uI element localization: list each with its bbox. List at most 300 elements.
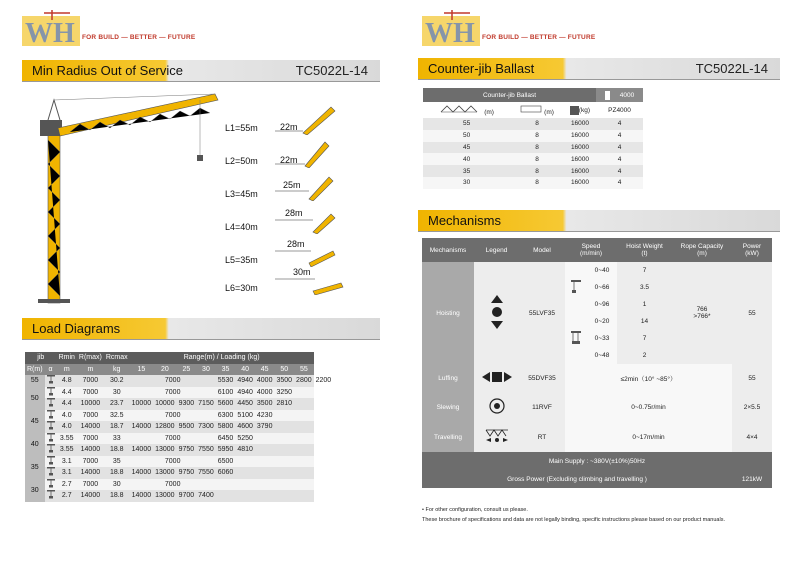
ballast-table-body — [423, 118, 643, 189]
counterjib-length — [510, 102, 564, 118]
hoisting-speed: 0~40 — [587, 262, 617, 279]
luffing-power: 55 — [732, 364, 772, 392]
model-label: TC5022L-14 — [695, 61, 768, 76]
load-cell: 7000 — [130, 433, 216, 445]
load-cell: 5100 — [235, 410, 255, 422]
load-row — [25, 421, 333, 433]
boom-length: 22m — [280, 122, 298, 132]
load-row — [25, 433, 333, 445]
logo-mark-icon — [22, 10, 82, 50]
load-cell — [216, 479, 236, 491]
mech-name-travelling: Travelling — [422, 422, 474, 452]
load-cell: 4940 — [235, 375, 255, 387]
col-header-jib: jib — [37, 354, 45, 362]
ballast-cell: 8 — [535, 120, 539, 128]
rcmax-cell: 32.5 — [104, 410, 130, 422]
load-cell — [294, 467, 314, 479]
boom-label: L1=55m — [225, 123, 258, 133]
load-cell: 3500 — [274, 375, 294, 387]
ballast-cell: 4 — [617, 167, 622, 175]
load-cell — [274, 410, 294, 422]
ballast-cell: 16000 — [570, 179, 590, 187]
ballast-title: Counter-jib Ballast — [423, 88, 596, 102]
slewing-speed: 0~0.75r/min — [565, 392, 732, 422]
ballast-cell: 30 — [462, 179, 471, 187]
hook-icon — [45, 490, 57, 502]
hook-icon — [45, 444, 57, 456]
hoisting-weight: 3.5 — [617, 279, 672, 296]
rmax-cell: 7000 — [77, 433, 104, 445]
mech-col-header: Mechanisms — [429, 246, 467, 254]
load-cell: 6100 — [216, 387, 236, 399]
ballast-cell: 35 — [462, 167, 471, 175]
rope-capacity: 766 >766* — [672, 262, 732, 364]
load-cell — [294, 433, 314, 445]
ballast-cell: 4 — [617, 143, 622, 151]
logo-mark-icon — [422, 10, 482, 50]
load-cell: 7550 — [196, 444, 216, 456]
section-header-load-diagrams — [22, 318, 380, 340]
boom-row — [225, 237, 395, 267]
rcmax-cell: 30 — [104, 387, 130, 399]
range-tick: 15 — [137, 365, 146, 373]
pulley-double-icon — [570, 331, 582, 345]
rcmax-cell: 18.8 — [104, 490, 130, 502]
ballast-cell: 4 — [617, 179, 622, 187]
range-tick: 30 — [202, 365, 210, 373]
ballast-type: PZ4000 — [608, 106, 631, 114]
load-cell: 14000 — [130, 467, 153, 479]
jib-section-icon — [273, 265, 345, 295]
brand-tagline: FOR BUILD — BETTER — FUTURE — [82, 34, 196, 41]
load-row — [25, 410, 333, 422]
main-supply: Main Supply : ~380V(±10%)50Hz — [422, 452, 772, 470]
load-cell: 14000 — [130, 421, 153, 433]
unit-m: m — [63, 365, 70, 373]
section-title: Min Radius Out of Service — [32, 63, 184, 78]
boom-label: L6=30m — [225, 283, 258, 293]
load-table-body — [25, 375, 333, 502]
mech-col-header: Speed (m/min) — [579, 243, 603, 257]
jib-length-cell: 40 — [25, 433, 45, 456]
ballast-row — [423, 153, 643, 165]
rmax-cell: 7000 — [77, 410, 104, 422]
luffing-legend — [474, 364, 519, 392]
slewing-rotate-icon — [488, 397, 506, 415]
rmax-cell: 7000 — [77, 375, 104, 387]
load-cell — [235, 456, 255, 468]
jib-length-cell: 35 — [25, 456, 45, 479]
svg-text:WH: WH — [25, 18, 75, 49]
boom-row — [225, 204, 395, 234]
luffing-model: 55DVF35 — [519, 364, 565, 392]
ballast-cell: 8 — [535, 132, 539, 140]
load-cell: 4230 — [255, 410, 275, 422]
ballast-row — [423, 142, 643, 154]
gross-power-label: Gross Power (Excluding climbing and travelling ) — [422, 470, 732, 488]
load-cell: 3250 — [274, 387, 294, 399]
hoisting-weight: 1 — [617, 296, 672, 313]
mech-col-header: Power (kW) — [742, 243, 762, 257]
jib-truss-icon — [439, 104, 484, 114]
load-cell: 13000 — [153, 444, 176, 456]
ballast-cell: 8 — [535, 155, 539, 163]
load-cell — [294, 456, 314, 468]
load-cell: 5800 — [216, 421, 236, 433]
hoisting-speed: 0~20 — [587, 313, 617, 330]
luffing-speed: ≤2min（10° ~85°） — [565, 364, 732, 392]
load-cell: 4000 — [255, 387, 275, 399]
mech-col-header: Rope Capacity (m) — [680, 243, 724, 257]
load-cell — [294, 387, 314, 399]
brand-tagline: FOR BUILD — BETTER — FUTURE — [482, 34, 596, 41]
rmin-cell: 4.0 — [57, 421, 77, 433]
load-cell: 7000 — [130, 387, 216, 399]
load-cell: 6300 — [216, 410, 236, 422]
load-cell: 2200 — [315, 377, 332, 385]
mech-col-header: Hoist Weight (t) — [626, 243, 663, 257]
pulley-single-icon — [570, 280, 582, 294]
hook-icon — [45, 456, 57, 468]
load-cell: 10000 — [153, 398, 176, 410]
ballast-cell: 50 — [462, 132, 471, 140]
unit-m: (m) — [544, 109, 554, 116]
load-row — [25, 456, 333, 468]
rcmax-cell: 30.2 — [104, 375, 130, 387]
section-title: Load Diagrams — [32, 321, 121, 336]
load-cell — [255, 479, 275, 491]
section-title: Mechanisms — [428, 213, 501, 228]
hook-double-icon — [565, 313, 587, 364]
rmin-cell: 4.8 — [57, 375, 77, 387]
boom-label: L3=45m — [225, 189, 258, 199]
brand-logo — [422, 10, 596, 52]
load-cell: 10000 — [130, 398, 153, 410]
jib-length-cell: 45 — [25, 410, 45, 433]
travelling-legend — [474, 422, 519, 452]
slewing-legend — [474, 392, 519, 422]
rmax-cell: 10000 — [77, 398, 104, 410]
mech-name-luffing: Luffing — [422, 364, 474, 392]
load-cell: 9300 — [177, 398, 197, 410]
hoisting-legend — [474, 262, 519, 364]
unit-alpha: α — [48, 365, 53, 373]
hoisting-weight: 2 — [617, 347, 672, 364]
unit-kg: kg — [113, 365, 121, 373]
ballast-weight-icon — [605, 91, 610, 100]
rmin-cell: 3.55 — [57, 444, 77, 456]
jib-section-icon — [273, 105, 337, 135]
ballast-row — [423, 130, 643, 142]
load-cell: 5250 — [235, 433, 255, 445]
ballast-row — [423, 177, 643, 189]
mech-col-header: Model — [533, 246, 551, 254]
load-cell — [294, 490, 314, 502]
hook-icon — [45, 467, 57, 479]
ballast-weight-value: 4000 — [619, 91, 635, 99]
boom-length: 22m — [280, 155, 298, 165]
slewing-power: 2×5.5 — [732, 392, 772, 422]
load-cell — [255, 433, 275, 445]
load-cell: 9700 — [177, 490, 197, 502]
hook-icon — [45, 375, 57, 387]
rmin-cell: 3.55 — [57, 433, 77, 445]
load-cell: 7000 — [130, 456, 216, 468]
load-cell: 2810 — [274, 398, 294, 410]
load-cell — [294, 421, 314, 433]
rmax-cell: 14000 — [77, 444, 104, 456]
ballast-cell: 16000 — [570, 155, 590, 163]
ballast-cell: 4 — [617, 155, 622, 163]
rcmax-cell: 35 — [104, 456, 130, 468]
brand-logo — [22, 10, 196, 52]
load-row — [25, 375, 333, 387]
rmin-cell: 2.7 — [57, 479, 77, 491]
ballast-cell: 4 — [617, 132, 622, 140]
ballast-cell: 8 — [535, 143, 539, 151]
load-cell — [235, 490, 255, 502]
rcmax-cell: 18.7 — [104, 421, 130, 433]
rmin-cell: 3.1 — [57, 456, 77, 468]
boom-length: 25m — [283, 180, 301, 190]
rmax-cell: 7000 — [77, 387, 104, 399]
load-cell: 7550 — [196, 467, 216, 479]
rmin-cell: 4.4 — [57, 387, 77, 399]
load-cell: 14000 — [130, 444, 153, 456]
model-label: TC5022L-14 — [295, 63, 368, 78]
luffing-arrows-icon — [480, 371, 514, 383]
ballast-mass — [564, 102, 596, 118]
hoisting-speed: 0~33 — [587, 330, 617, 347]
section-title: Counter-jib Ballast — [428, 61, 535, 76]
load-cell: 6500 — [216, 456, 236, 468]
section-header-min-radius — [22, 60, 380, 82]
unit-m: (m) — [484, 109, 494, 116]
load-cell: 7400 — [196, 490, 216, 502]
travelling-power: 4×4 — [732, 422, 772, 452]
hoisting-weight: 7 — [617, 262, 672, 279]
load-cell — [274, 490, 294, 502]
load-cell — [216, 490, 236, 502]
load-cell — [294, 398, 314, 410]
jib-length-cell: 30 — [25, 479, 45, 502]
travelling-speed: 0~17m/min — [565, 422, 732, 452]
footnote: These brochure of specifications and data are not legally binding, specific instructions please based on our product manuals. — [422, 517, 725, 523]
hoisting-speed: 0~66 — [587, 279, 617, 296]
col-header-range: Range(m) / Loading (kg) — [183, 354, 260, 362]
load-cell: 13000 — [153, 490, 176, 502]
rcmax-cell: 23.7 — [104, 398, 130, 410]
crane-illustration — [30, 80, 230, 305]
ballast-weight — [596, 88, 643, 102]
hook-icon — [45, 410, 57, 422]
ballast-cell: 16000 — [570, 143, 590, 151]
boom-row — [225, 265, 395, 295]
load-cell — [274, 421, 294, 433]
load-cell — [294, 479, 314, 491]
boom-label: L5=35m — [225, 255, 258, 265]
load-row — [25, 467, 333, 479]
hook-icon — [45, 433, 57, 445]
load-cell — [274, 467, 294, 479]
hook-single-icon — [565, 262, 587, 313]
hoisting-weight: 14 — [617, 313, 672, 330]
rmin-cell: 3.1 — [57, 467, 77, 479]
load-row — [25, 444, 333, 456]
mech-name-slewing: Slewing — [422, 392, 474, 422]
load-cell — [255, 490, 275, 502]
rmax-cell: 14000 — [77, 490, 104, 502]
mech-col-header: Legend — [485, 246, 508, 254]
mech-name-hoisting: Hoisting — [422, 262, 474, 364]
load-cell — [235, 479, 255, 491]
unit-r: R(m) — [27, 365, 43, 373]
load-cell — [294, 444, 314, 456]
load-cell: 7000 — [130, 410, 216, 422]
ballast-cell: 55 — [462, 120, 471, 128]
range-tick: 35 — [221, 365, 230, 373]
load-cell — [274, 433, 294, 445]
travelling-model: RT — [519, 422, 565, 452]
unit-m: m — [87, 365, 94, 373]
range-tick: 50 — [280, 365, 289, 373]
jib-section-icon — [273, 138, 337, 168]
load-cell: 7000 — [130, 479, 216, 491]
load-cell — [274, 444, 294, 456]
load-cell: 3790 — [255, 421, 275, 433]
col-header-rcmax: Rcmax — [105, 354, 128, 362]
load-cell: 5950 — [216, 444, 236, 456]
ballast-cell: 4 — [617, 120, 622, 128]
rcmax-cell: 18.8 — [104, 444, 130, 456]
load-cell: 5530 — [216, 375, 236, 387]
load-cell: 4450 — [235, 398, 255, 410]
load-row — [25, 387, 333, 399]
load-cell: 9750 — [177, 467, 197, 479]
rmax-cell: 14000 — [77, 467, 104, 479]
rcmax-cell: 18.8 — [104, 467, 130, 479]
load-row — [25, 398, 333, 410]
load-cell: 7000 — [130, 375, 216, 387]
footnotes — [422, 505, 725, 525]
range-tick: 20 — [160, 365, 169, 373]
svg-text:WH: WH — [425, 18, 475, 49]
boom-length: 28m — [285, 208, 303, 218]
rmax-cell: 7000 — [77, 479, 104, 491]
load-row — [25, 490, 333, 502]
boom-length: 28m — [287, 239, 305, 249]
jib-section-icon — [273, 204, 337, 234]
ballast-cell: 16000 — [570, 167, 590, 175]
boom-row — [225, 171, 395, 201]
load-cell: 6450 — [216, 433, 236, 445]
load-diagram-table — [25, 352, 333, 502]
range-tick: 25 — [182, 365, 191, 373]
ballast-cell: 8 — [535, 179, 539, 187]
rmax-cell: 14000 — [77, 421, 104, 433]
range-tick: 55 — [299, 365, 308, 373]
load-cell: 3500 — [255, 398, 275, 410]
load-cell: 6060 — [216, 467, 236, 479]
unit-kg: (kg) — [578, 106, 591, 114]
footnote: • For other configuration, consult us please. — [422, 507, 528, 513]
range-tick: 45 — [260, 365, 269, 373]
load-cell: 7300 — [196, 421, 216, 433]
boom-row — [225, 138, 395, 168]
hoisting-speed: 0~48 — [587, 347, 617, 364]
ballast-cell: 45 — [462, 143, 471, 151]
boom-length-list — [225, 105, 395, 305]
hoisting-weight: 7 — [617, 330, 672, 347]
travelling-rail-icon — [484, 428, 510, 444]
boom-label: L2=50m — [225, 156, 258, 166]
load-cell: 9500 — [177, 421, 197, 433]
load-row — [25, 479, 333, 491]
hoisting-speed: 0~96 — [587, 296, 617, 313]
hook-icon — [45, 387, 57, 399]
hoisting-model: 55LVF35 — [519, 262, 565, 364]
col-header-rmin: Rmin — [58, 354, 75, 362]
jib-length-icon — [423, 102, 510, 118]
load-cell: 4940 — [235, 387, 255, 399]
load-cell: 7150 — [196, 398, 216, 410]
load-cell — [255, 456, 275, 468]
jib-section-icon — [273, 171, 337, 201]
ballast-row — [423, 118, 643, 130]
load-cell — [274, 479, 294, 491]
rcmax-cell: 33 — [104, 433, 130, 445]
section-header-mechanisms — [418, 210, 780, 232]
load-cell — [255, 444, 275, 456]
hook-icon — [45, 421, 57, 433]
boom-label: L4=40m — [225, 222, 258, 232]
ballast-block-icon — [570, 106, 579, 115]
load-cell: 2800 — [294, 375, 314, 387]
rmin-cell: 2.7 — [57, 490, 77, 502]
rmin-cell: 4.4 — [57, 398, 77, 410]
range-tick: 40 — [241, 365, 249, 373]
counterjib-icon — [520, 104, 544, 114]
hoisting-arrows-icon — [489, 293, 505, 331]
ballast-cell: 40 — [462, 155, 471, 163]
load-cell: 14000 — [130, 490, 153, 502]
load-cell: 13000 — [153, 467, 176, 479]
jib-length-cell: 55 — [25, 375, 45, 387]
boom-row — [225, 105, 395, 135]
load-cell: 4810 — [235, 444, 255, 456]
jib-section-icon — [273, 237, 337, 267]
rmin-cell: 4.0 — [57, 410, 77, 422]
ballast-cell: 16000 — [570, 120, 590, 128]
load-cell — [255, 467, 275, 479]
section-header-ballast — [418, 58, 780, 80]
ballast-row — [423, 165, 643, 177]
load-cell: 12800 — [153, 421, 176, 433]
gross-power-value: 121kW — [732, 470, 772, 488]
ballast-cell: 16000 — [570, 132, 590, 140]
ballast-table — [423, 88, 643, 189]
load-cell — [294, 410, 314, 422]
ballast-cell: 8 — [535, 167, 539, 175]
slewing-model: 11RVF — [519, 392, 565, 422]
hook-icon — [45, 479, 57, 491]
hook-icon — [45, 398, 57, 410]
rmax-cell: 7000 — [77, 456, 104, 468]
load-cell — [274, 456, 294, 468]
mechanisms-table — [422, 238, 772, 488]
hoisting-power: 55 — [732, 262, 772, 364]
load-cell: 5600 — [216, 398, 236, 410]
